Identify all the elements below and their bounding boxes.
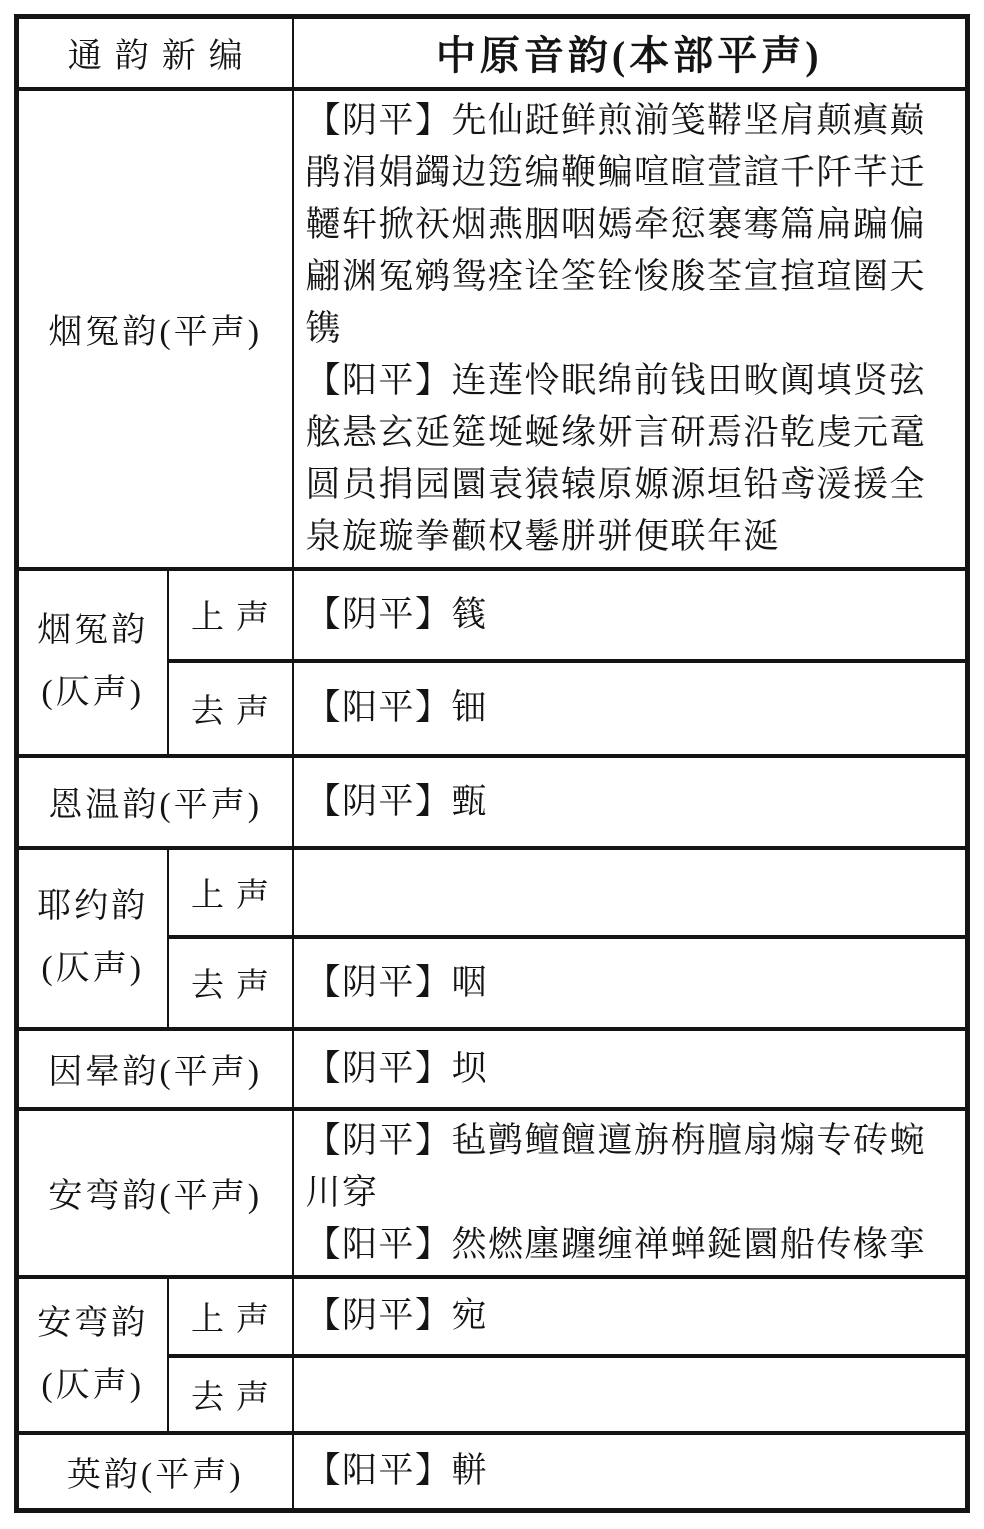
rhyme-label-cell: 安弯韵(平声) (17, 1109, 293, 1277)
tone-segment (306, 776, 958, 828)
content-cell (293, 661, 968, 756)
character-list: 钿 (451, 688, 489, 727)
tone-tag: 【阴平】 (305, 781, 452, 821)
tone-segment (306, 1290, 958, 1342)
character-list: 连莲怜眠绵前钱田畋阗填贤弦舷悬玄延筵埏蜒缘妍言研焉沿乾虔元鼋圆员捐园圜袁猿辕原嫄源垣铅鸢湲援全泉旋璇拳颧权鬈胼骈便联年涎 (305, 360, 927, 556)
character-list: 然燃廛躔缠禅蝉鋋圜船传椽挛 (451, 1224, 927, 1264)
tone-tag: 【阳平】 (305, 360, 452, 400)
rhyme-label-line2: (仄声) (41, 950, 145, 987)
rhyme-label-line1: 安弯韵 (37, 1304, 149, 1342)
rhyme-subrow (17, 848, 968, 937)
character-list: 宛 (451, 1296, 489, 1335)
rhyme-row (17, 756, 968, 848)
tone-label-cell: 去声 (168, 661, 293, 756)
header-row (17, 17, 968, 89)
rhyme-subrow (17, 1277, 968, 1356)
tone-segment (306, 1043, 958, 1095)
tone-tag: 【阳平】 (305, 1224, 452, 1264)
tone-segment (306, 957, 958, 1009)
content-cell (293, 1356, 968, 1433)
tone-tag: 【阳平】 (305, 1451, 452, 1491)
tone-label-cell: 上声 (168, 848, 293, 937)
rhyme-row (17, 89, 968, 569)
content-cell (293, 89, 968, 569)
character-list: 軿 (451, 1451, 489, 1491)
rhyme-subrow (17, 569, 968, 661)
header-zhongyuan-yinyun: 中原音韵(本部平声) (293, 17, 968, 89)
tone-tag: 【阴平】 (305, 1048, 452, 1088)
content-cell (293, 1433, 968, 1511)
tone-label-cell: 上声 (168, 1277, 293, 1356)
rhyme-comparison-table (14, 14, 970, 1513)
rhyme-label-cell: 恩温韵(平声) (17, 756, 293, 848)
character-list: 坝 (451, 1048, 489, 1088)
content-cell (293, 937, 968, 1029)
tone-label-cell: 去声 (168, 1356, 293, 1433)
rhyme-label-cell: 烟冤韵(平声) (17, 89, 293, 569)
tone-tag: 【阴平】 (305, 100, 452, 140)
rhyme-label-cell: 因晕韵(平声) (17, 1029, 293, 1109)
rhyme-label-cell (17, 569, 168, 756)
rhyme-label-cell (17, 1277, 168, 1433)
rhyme-label-cell: 英韵(平声) (17, 1433, 293, 1511)
rhyme-row (17, 1109, 968, 1277)
character-list: 先仙跹鲜煎湔笺鞯坚肩颠瘨巅鹃涓娟蠲边笾编鞭鳊喧暄萱諠千阡芊迁韆轩掀祆烟燕胭咽嫣牵愆褰骞篇扁蹁偏翩渊冤鹓鸳痊诠筌铨悛朘荃宣揎瑄圈天镌 (305, 100, 927, 348)
rhyme-label-line2: (仄声) (41, 674, 145, 711)
content-cell (293, 756, 968, 848)
rhyme-label-cell (17, 848, 168, 1029)
character-list: 篯 (451, 594, 489, 634)
tone-label-cell: 上声 (168, 569, 293, 661)
rhyme-row (17, 1029, 968, 1109)
rhyme-label-line2: (仄声) (41, 1366, 145, 1404)
content-cell (293, 1029, 968, 1109)
content-cell (293, 1109, 968, 1277)
rhyme-row (17, 1433, 968, 1511)
tone-tag: 【阴平】 (305, 1120, 452, 1160)
tone-segment (306, 589, 958, 641)
tone-tag: 【阳平】 (305, 688, 452, 727)
character-list: 毡鹯鳣饘邅旃栴膻扇煽专砖蜿川穿 (305, 1120, 927, 1212)
tone-tag: 【阴平】 (305, 1296, 452, 1335)
tone-tag: 【阴平】 (305, 594, 452, 634)
character-list: 甄 (451, 781, 489, 821)
character-list: 咽 (451, 962, 489, 1002)
rhyme-label-line1: 耶约韵 (37, 888, 149, 925)
tone-label-cell: 去声 (168, 937, 293, 1029)
content-cell (293, 1277, 968, 1356)
tone-segment (306, 355, 958, 563)
header-tongyun-xinbian: 通韵新编 (17, 17, 293, 89)
rhyme-label-line1: 烟冤韵 (37, 612, 149, 649)
tone-segment (306, 1219, 958, 1271)
content-cell (293, 569, 968, 661)
tone-segment (306, 682, 958, 734)
tone-tag: 【阴平】 (305, 962, 452, 1002)
tone-segment (306, 1445, 958, 1497)
content-cell (293, 848, 968, 937)
tone-segment (306, 95, 958, 355)
tone-segment (306, 1115, 958, 1219)
